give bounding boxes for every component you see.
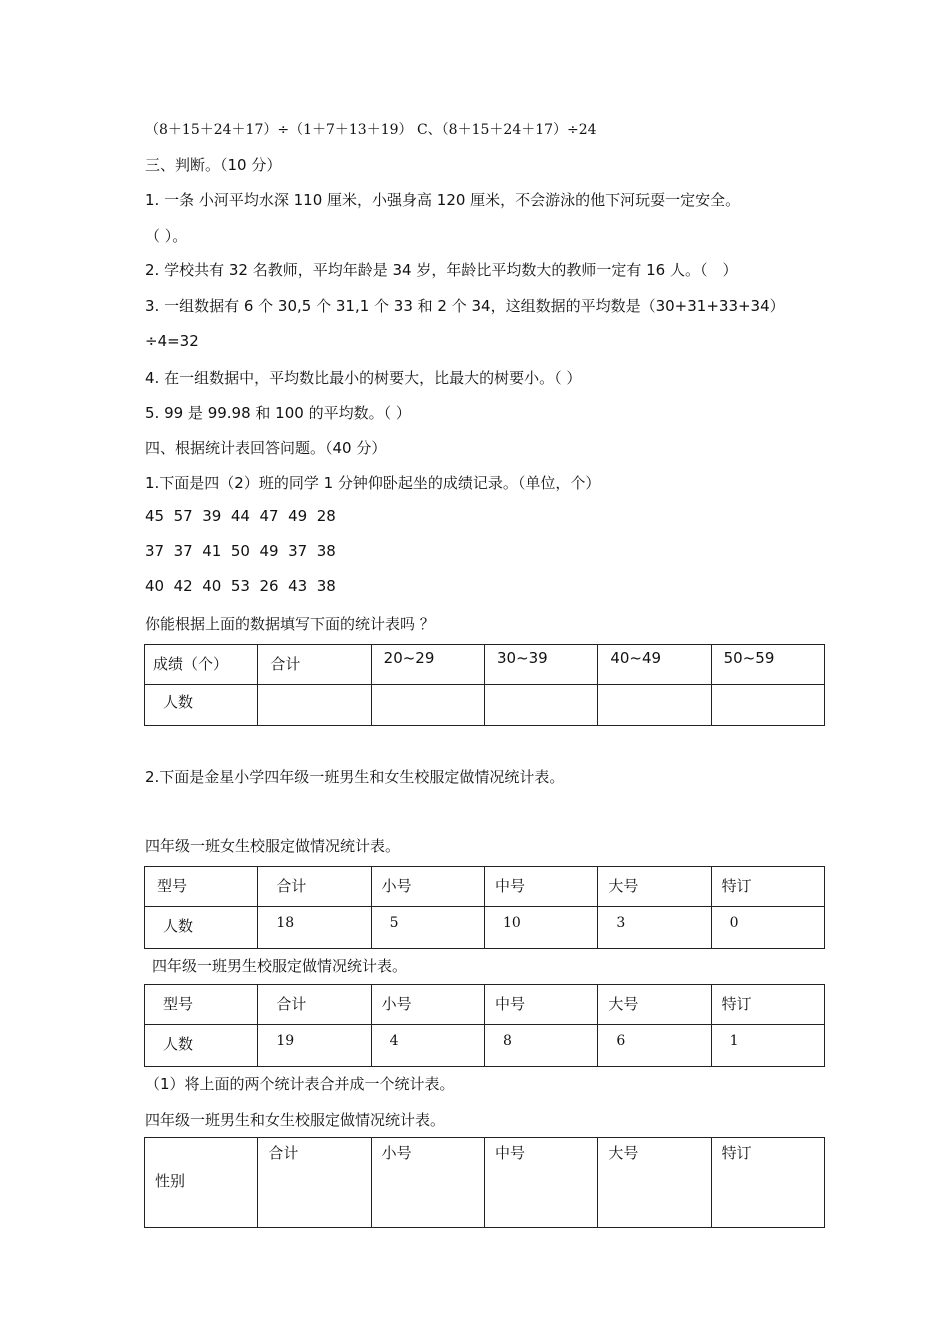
question-3: 3. 一组数据有 6 个 30,5 个 31,1 个 33 和 2 个 34，这组数据的平均数是（30+31+33+34） (145, 297, 785, 315)
question-1-answer: （ ）。 (145, 227, 188, 245)
table-cell: 合计 (258, 645, 371, 685)
table-cell: 中号 (484, 867, 597, 907)
table-cell[interactable] (258, 685, 371, 726)
problem-1-prompt: 1.下面是四（2）班的同学 1 分钟仰卧起坐的成绩记录。（单位，个） (145, 474, 601, 492)
problem-2-prompt: 2.下面是金星小学四年级一班男生和女生校服定做情况统计表。 (145, 768, 565, 786)
table-cell: 40~49 (598, 645, 711, 685)
table-cell: 小号 (371, 867, 484, 907)
table-cell: 30~39 (484, 645, 597, 685)
table-cell[interactable]: 合计 (258, 1138, 371, 1228)
boys-table-title: 四年级一班男生校服定做情况统计表。 (152, 957, 408, 975)
table-cell: 4 (371, 1025, 484, 1067)
table-cell: 20~29 (371, 645, 484, 685)
table-cell: 型号 (145, 985, 258, 1025)
table-cell: 6 (598, 1025, 711, 1067)
formula-line: （8＋15＋24＋17）÷（1＋7＋13＋19） C、（8＋15＋24＋17）÷24 (145, 122, 597, 138)
boys-uniform-table (144, 984, 825, 1067)
table-cell: 人数 (145, 1025, 258, 1067)
table-cell: 0 (711, 907, 824, 949)
girls-uniform-table (144, 866, 825, 949)
task-1-instruction: （1）将上面的两个统计表合并成一个统计表。 (145, 1075, 455, 1093)
question-4: 4. 在一组数据中，平均数比最小的树要大，比最大的树要小。（ ） (145, 369, 582, 387)
table-cell[interactable] (711, 685, 824, 726)
girls-table-title: 四年级一班女生校服定做情况统计表。 (145, 837, 401, 855)
data-row-2: 37 37 41 50 49 37 38 (145, 542, 336, 560)
table-cell: 5 (371, 907, 484, 949)
question-3-continued: ÷4=32 (145, 332, 199, 350)
table-cell: 特订 (711, 867, 824, 907)
table-cell[interactable]: 特订 (711, 1138, 824, 1228)
table-cell: 人数 (145, 907, 258, 949)
data-row-3: 40 42 40 53 26 43 38 (145, 577, 336, 595)
score-frequency-table (144, 644, 825, 726)
data-row-1: 45 57 39 44 47 49 28 (145, 507, 336, 525)
table-cell[interactable] (484, 685, 597, 726)
table-cell: 型号 (145, 867, 258, 907)
combined-table-title: 四年级一班男生和女生校服定做情况统计表。 (145, 1111, 446, 1129)
table-cell: 18 (258, 907, 371, 949)
table-cell[interactable]: 大号 (598, 1138, 711, 1228)
section-3-heading: 三、判断。（10 分） (145, 156, 282, 174)
table-cell[interactable]: 小号 (371, 1138, 484, 1228)
table-cell: 小号 (371, 985, 484, 1025)
question-2: 2. 学校共有 32 名教师，平均年龄是 34 岁，年龄比平均数大的教师一定有 16 人。（ ） (145, 261, 738, 279)
table-cell: 特订 (711, 985, 824, 1025)
table-cell[interactable] (371, 685, 484, 726)
question-1: 1. 一条 小河平均水深 110 厘米，小强身高 120 厘米，不会游泳的他下河玩耍一定安全。 (145, 191, 741, 209)
combined-uniform-table (144, 1137, 825, 1228)
table-cell: 50~59 (711, 645, 824, 685)
table-cell: 3 (598, 907, 711, 949)
table-cell[interactable] (598, 685, 711, 726)
table-cell: 大号 (598, 867, 711, 907)
table-cell: 19 (258, 1025, 371, 1067)
question-5: 5. 99 是 99.98 和 100 的平均数。（ ） (145, 404, 411, 422)
fill-table-question: 你能根据上面的数据填写下面的统计表吗 ？ (145, 615, 435, 633)
table-cell: 大号 (598, 985, 711, 1025)
table-cell: 成绩（个） (145, 645, 258, 685)
table-cell: 中号 (484, 985, 597, 1025)
table-cell: 10 (484, 907, 597, 949)
table-cell: 1 (711, 1025, 824, 1067)
table-cell: 8 (484, 1025, 597, 1067)
table-cell: 合计 (258, 985, 371, 1025)
section-4-heading: 四、根据统计表回答问题。（40 分） (145, 439, 387, 457)
table-cell: 合计 (258, 867, 371, 907)
table-cell: 人数 (145, 685, 258, 726)
table-cell: 性别 (145, 1138, 258, 1228)
table-cell[interactable]: 中号 (484, 1138, 597, 1228)
